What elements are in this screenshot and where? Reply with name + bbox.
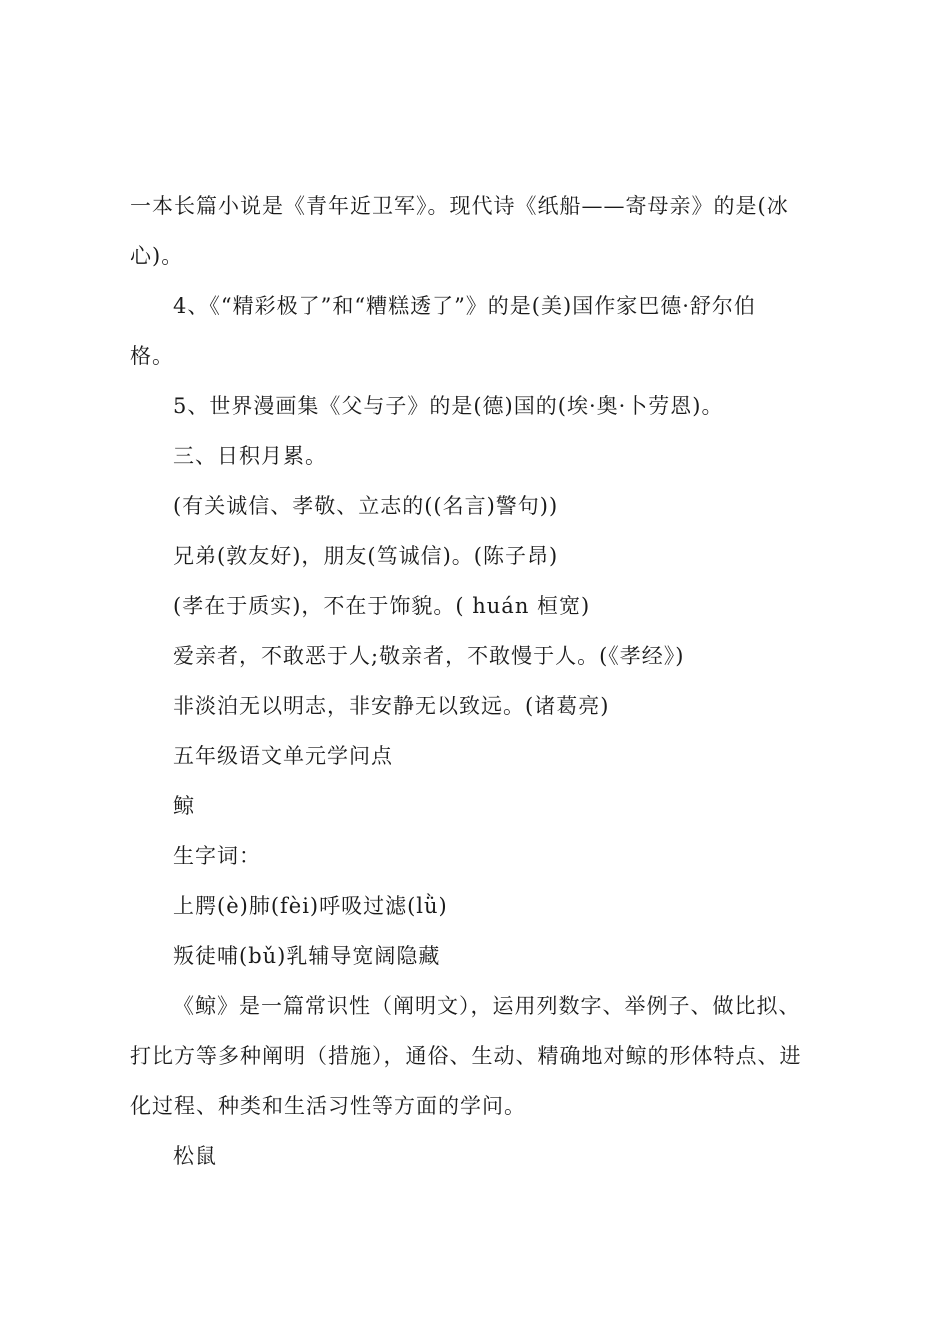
section-heading: 五年级语文单元学问点 [173, 744, 393, 768]
text-line: 生字词： [173, 844, 261, 868]
section-heading: 三、日积月累。 [173, 444, 327, 468]
text-line: 非淡泊无以明志，非安静无以致远。(诸葛亮) [173, 694, 610, 718]
text-line: (有关诚信、孝敬、立志的((名言)警句)) [173, 494, 559, 518]
text-line: (孝在于质实)，不在于饰貌。( huán 桓宽) [173, 594, 591, 618]
lesson-title: 鲸 [173, 794, 195, 818]
text-line: 化过程、种类和生活习性等方面的学问。 [130, 1094, 526, 1118]
text-line: 5、世界漫画集《父与子》的是(德)国的(埃·奥·卜劳恩)。 [173, 394, 724, 418]
text-line: 爱亲者，不敢恶于人;敬亲者，不敢慢于人。(《孝经》) [173, 644, 685, 668]
text-line: 上腭(è)肺(fèi)呼吸过滤(lǜ) [173, 894, 448, 918]
text-line: 兄弟(敦友好)，朋友(笃诚信)。(陈子昂) [173, 544, 559, 568]
text-line: 格。 [130, 344, 174, 368]
text-line: 打比方等多种阐明（措施），通俗、生动、精确地对鲸的形体特点、进 [130, 1044, 802, 1068]
text-line: 心)。 [130, 244, 184, 268]
text-line: 《鲸》是一篇常识性（阐明文），运用列数字、举例子、做比拟、 [173, 994, 801, 1018]
text-line: 4、《“精彩极了”和“糟糕透了”》的是(美)国作家巴德·舒尔伯 [173, 294, 756, 318]
lesson-title: 松鼠 [173, 1144, 217, 1168]
text-line: 一本长篇小说是《青年近卫军》。现代诗《纸船——寄母亲》的是(冰 [130, 194, 789, 218]
text-line: 叛徒哺(bǔ)乳辅导宽阔隐藏 [173, 944, 441, 968]
